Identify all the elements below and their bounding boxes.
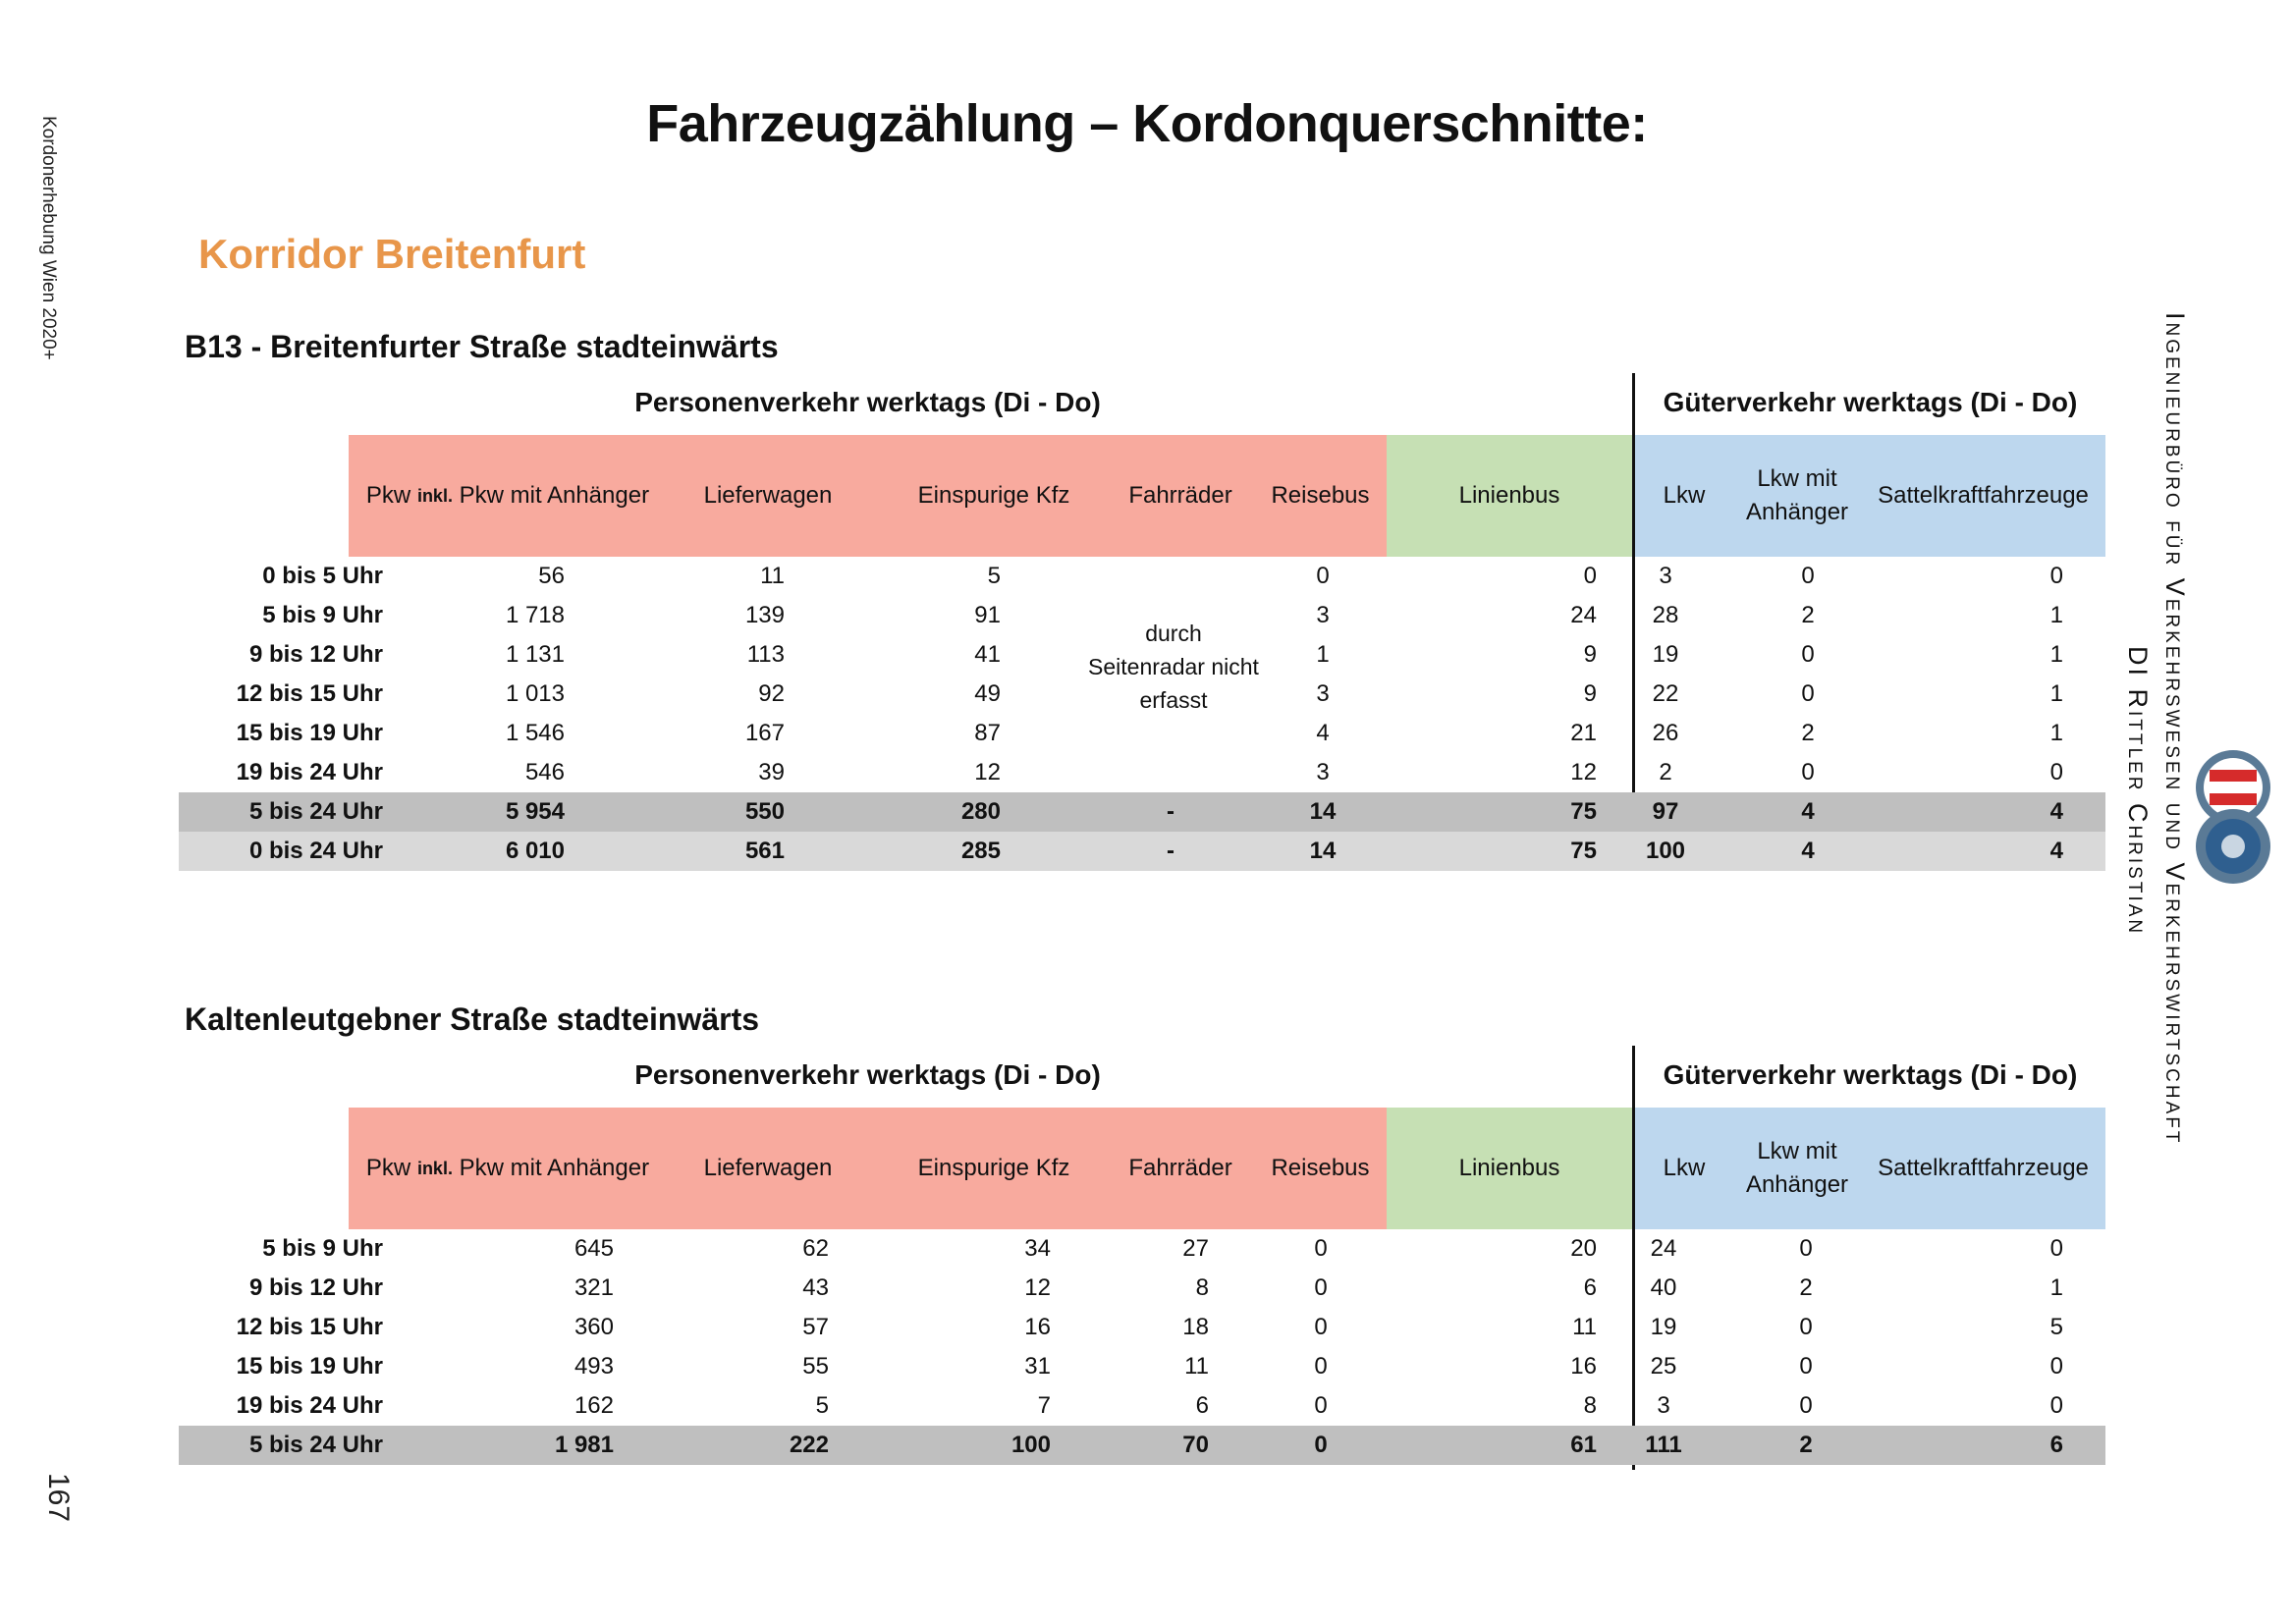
table-cell: 1 (2049, 602, 2063, 628)
header-label: Lkw (1663, 482, 1706, 509)
table-cell (1112, 557, 1229, 596)
header-label: Einspurige Kfz (917, 482, 1070, 509)
table-cell: - (1167, 798, 1174, 825)
table-cell: 2 (1801, 720, 1815, 746)
table-cell: 0 (2049, 1392, 2063, 1419)
table-cell: 6 (2049, 1432, 2063, 1458)
table-cell: 2 (1659, 759, 1672, 785)
table-cell: 31 (1024, 1353, 1051, 1380)
table-cell: 360 (574, 1314, 614, 1340)
table-cell: 34 (1024, 1235, 1051, 1262)
table-cell: 3 (1316, 680, 1330, 707)
table-cell: - (1167, 838, 1174, 864)
table-cell: 0 (1799, 1392, 1813, 1419)
table-cell: 91 (974, 602, 1001, 628)
header-label: Pkw mit Anhänger (459, 1155, 650, 1181)
table-cell: 2 (1799, 1274, 1813, 1301)
table1-header-einspurige (881, 435, 1107, 557)
table-cell: 12 (1024, 1274, 1051, 1301)
header-label: Lkw (1663, 1155, 1706, 1181)
table-cell: 0 (1799, 1353, 1813, 1380)
table2-title: Kaltenleutgebner Straße stadteinwärts (185, 1001, 760, 1037)
table1-row (179, 792, 2105, 832)
table1-header-lkw (1635, 435, 1733, 557)
header-label: Lkw mit (1757, 465, 1837, 492)
table-cell: 55 (802, 1353, 829, 1380)
table-cell: 21 (1570, 720, 1597, 746)
table-cell: 1 (2049, 1274, 2063, 1301)
table-cell: 6 (1583, 1274, 1597, 1301)
header-label: Sattelkraftfahrzeuge (1878, 1155, 2089, 1181)
table-cell: 2 (1801, 602, 1815, 628)
table-cell (1112, 714, 1229, 753)
table-cell: 5 (2049, 1314, 2063, 1340)
table-cell: 19 (1650, 1314, 1677, 1340)
header-label-small: inkl. (416, 486, 453, 506)
table-cell: 8 (1583, 1392, 1597, 1419)
table-cell: 280 (960, 798, 1001, 825)
table1-header-pkw (360, 435, 655, 557)
row-label: 5 bis 24 Uhr (248, 798, 383, 825)
table-cell: 113 (746, 641, 785, 668)
table-cell: 1 013 (505, 680, 565, 707)
table-cell: 1 718 (505, 602, 565, 628)
header-label: Pkw mit Anhänger (459, 482, 650, 509)
header-label: Pkw (365, 1155, 411, 1181)
table2-header-lkw (1635, 1108, 1733, 1229)
table-cell: 0 (1314, 1392, 1328, 1419)
table2-row (179, 1426, 2105, 1465)
table-cell: 4 (1801, 838, 1815, 864)
row-label: 12 bis 15 Uhr (236, 680, 383, 707)
company-logo-icon (2188, 746, 2278, 893)
row-label: 5 bis 24 Uhr (248, 1432, 383, 1458)
table-cell: 550 (744, 798, 785, 825)
table-cell: 100 (1010, 1432, 1051, 1458)
table1-group-gueter: Güterverkehr werktags (Di - Do) (1663, 387, 2078, 417)
header-label: Linienbus (1458, 1155, 1560, 1181)
row-label: 9 bis 12 Uhr (248, 641, 383, 668)
table-cell: 162 (574, 1392, 614, 1419)
table-cell: 0 (1799, 1314, 1813, 1340)
table2-header-linienbus (1387, 1108, 1632, 1229)
table-cell: 1 (1316, 641, 1330, 668)
table-cell: 100 (1645, 838, 1686, 864)
table1 (179, 373, 2105, 869)
table-cell: 0 (1314, 1432, 1328, 1458)
header-label: Sattelkraftfahrzeuge (1878, 482, 2089, 509)
table-cell: 4 (1316, 720, 1330, 746)
row-label: 0 bis 24 Uhr (248, 838, 383, 864)
table-cell: 9 (1583, 680, 1597, 707)
table2-header-sattel (1861, 1108, 2105, 1229)
table-cell: 97 (1652, 798, 1679, 825)
row-label: 12 bis 15 Uhr (236, 1314, 383, 1340)
table-cell: 5 (815, 1392, 829, 1419)
table-cell (1112, 753, 1229, 792)
table-cell: 1 (2049, 720, 2063, 746)
table1-header-reisebus (1254, 435, 1387, 557)
table-cell: 6 010 (505, 838, 565, 864)
table-cell: 24 (1570, 602, 1597, 628)
table-cell: 16 (1024, 1314, 1051, 1340)
header-label: Anhänger (1745, 1171, 1849, 1198)
table1-note (1070, 617, 1277, 717)
row-label: 19 bis 24 Uhr (236, 759, 383, 785)
table-cell: 3 (1659, 563, 1672, 589)
page-title: Fahrzeugzählung – Kordonquerschnitte: (646, 94, 1648, 153)
table-cell: 11 (1572, 1314, 1597, 1340)
table-cell: 27 (1182, 1235, 1209, 1262)
table-cell: 22 (1652, 680, 1679, 707)
row-label: 9 bis 12 Uhr (248, 1274, 383, 1301)
table-cell: 39 (758, 759, 785, 785)
section-title: Korridor Breitenfurt (198, 231, 586, 277)
table2-header-lkw-anh (1733, 1108, 1861, 1229)
table-cell: 1 546 (505, 720, 565, 746)
side-label-text: Kordonerhebung Wien 2020+ (38, 116, 59, 360)
table-cell: 493 (574, 1353, 614, 1380)
table2-header-einspurige (881, 1108, 1107, 1229)
table1-title: B13 - Breitenfurter Straße stadteinwärts (185, 329, 779, 364)
table-cell: 5 954 (505, 798, 565, 825)
table-cell: 1 (2049, 641, 2063, 668)
table-cell: 7 (1037, 1392, 1051, 1419)
table-cell: 92 (758, 680, 785, 707)
side-label-document (29, 116, 69, 410)
table-cell: 0 (1799, 1235, 1813, 1262)
table1-header-linienbus (1387, 435, 1632, 557)
note-line: erfasst (1139, 687, 1208, 713)
table-cell: 0 (1314, 1235, 1328, 1262)
table-cell: 0 (1801, 759, 1815, 785)
table-cell: 1 (2049, 680, 2063, 707)
header-label: Anhänger (1745, 499, 1849, 525)
table-cell: 57 (802, 1314, 829, 1340)
header-label: Fahrräder (1128, 482, 1232, 509)
table-cell: 3 (1316, 759, 1330, 785)
table1-header-fahrraeder (1107, 435, 1254, 557)
table2-group-person: Personenverkehr werktags (Di - Do) (634, 1059, 1101, 1090)
table-cell: 4 (2049, 798, 2063, 825)
table2-row (179, 1347, 2105, 1386)
page-number-text: 167 (42, 1473, 75, 1523)
table-cell: 0 (2049, 759, 2063, 785)
table-cell: 0 (1801, 641, 1815, 668)
table-cell: 222 (789, 1432, 829, 1458)
table1-row (179, 714, 2105, 753)
table-cell: 3 (1316, 602, 1330, 628)
table-cell: 0 (1583, 563, 1597, 589)
table-cell: 1 981 (554, 1432, 614, 1458)
table-cell: 40 (1650, 1274, 1677, 1301)
table-cell: 24 (1650, 1235, 1677, 1262)
table-cell: 167 (744, 720, 785, 746)
row-label: 5 bis 9 Uhr (262, 602, 383, 628)
table-cell: 0 (2049, 1235, 2063, 1262)
table1-group-person: Personenverkehr werktags (Di - Do) (634, 387, 1101, 417)
table2-header-lieferwagen (655, 1108, 881, 1229)
table-cell: 19 (1652, 641, 1679, 668)
table-cell: 43 (802, 1274, 829, 1301)
table-cell: 12 (1570, 759, 1597, 785)
table-cell: 645 (574, 1235, 614, 1262)
table-cell: 0 (1314, 1353, 1328, 1380)
table-cell: 14 (1309, 798, 1337, 825)
table1-row (179, 832, 2105, 871)
table-cell: 12 (974, 759, 1001, 785)
table-cell: 285 (960, 838, 1001, 864)
table-cell: 26 (1652, 720, 1679, 746)
table2-row (179, 1269, 2105, 1308)
table-cell: 70 (1182, 1432, 1209, 1458)
table1-row (179, 753, 2105, 792)
row-label: 5 bis 9 Uhr (262, 1235, 383, 1262)
table2 (179, 1046, 2105, 1470)
table-cell: 139 (744, 602, 785, 628)
table-cell: 16 (1570, 1353, 1597, 1380)
table1-row (179, 557, 2105, 596)
header-label: Fahrräder (1128, 1155, 1232, 1181)
note-line: durch (1145, 621, 1202, 646)
table-cell: 20 (1570, 1235, 1597, 1262)
table2-header-reisebus (1254, 1108, 1387, 1229)
table-cell: 9 (1583, 641, 1597, 668)
table-cell: 62 (802, 1235, 829, 1262)
header-label: Lkw mit (1757, 1138, 1837, 1164)
table-cell: 11 (1184, 1353, 1209, 1380)
table2-header-pkw (360, 1108, 655, 1229)
header-label: Reisebus (1271, 1155, 1370, 1181)
table-cell: 5 (987, 563, 1001, 589)
table-cell: 41 (974, 641, 1001, 668)
table-cell: 111 (1645, 1432, 1682, 1458)
table-cell: 1 131 (505, 641, 565, 668)
table-cell: 28 (1652, 602, 1679, 628)
table2-header-fahrraeder (1107, 1108, 1254, 1229)
table-cell: 3 (1657, 1392, 1670, 1419)
header-label-small: inkl. (416, 1159, 453, 1178)
row-label: 15 bis 19 Uhr (236, 720, 383, 746)
table-cell: 61 (1570, 1432, 1597, 1458)
row-label: 15 bis 19 Uhr (236, 1353, 383, 1380)
note-line: Seitenradar nicht (1088, 654, 1259, 679)
table2-row (179, 1229, 2105, 1269)
company-name-line1: Ingenieurbüro für Verkehrswesen und Verkehrswirtschaft (2160, 312, 2190, 1146)
table-cell: 0 (1801, 563, 1815, 589)
row-label: 0 bis 5 Uhr (262, 563, 383, 589)
table-cell: 0 (1314, 1314, 1328, 1340)
table-cell: 0 (2049, 1353, 2063, 1380)
header-label: Reisebus (1271, 482, 1370, 509)
table-cell: 8 (1195, 1274, 1209, 1301)
table-cell: 75 (1570, 838, 1597, 864)
table2-group-gueter: Güterverkehr werktags (Di - Do) (1663, 1059, 2078, 1090)
row-label: 19 bis 24 Uhr (236, 1392, 383, 1419)
header-label: Lieferwagen (703, 482, 833, 509)
table-cell: 4 (1801, 798, 1815, 825)
table-cell: 11 (760, 563, 785, 589)
table-cell: 546 (524, 759, 565, 785)
table-cell: 0 (1314, 1274, 1328, 1301)
header-label: Linienbus (1458, 482, 1560, 509)
table1-header-lieferwagen (655, 435, 881, 557)
table1-header-lkw-anh (1733, 435, 1861, 557)
table-cell: 14 (1309, 838, 1337, 864)
table-cell: 56 (538, 563, 565, 589)
table-cell: 2 (1799, 1432, 1813, 1458)
table-cell: 25 (1650, 1353, 1677, 1380)
header-label: Einspurige Kfz (917, 1155, 1070, 1181)
company-name-line2: DI Rittler Christian (2123, 646, 2153, 937)
header-label: Pkw (365, 482, 411, 509)
table-cell: 75 (1570, 798, 1597, 825)
table2-row (179, 1386, 2105, 1426)
table-cell: 0 (1316, 563, 1330, 589)
table-cell: 6 (1195, 1392, 1209, 1419)
header-label: Lieferwagen (703, 1155, 833, 1181)
table-cell: 0 (1801, 680, 1815, 707)
table2-row (179, 1308, 2105, 1347)
table-cell: 87 (974, 720, 1001, 746)
table-cell: 321 (574, 1274, 614, 1301)
table1-header-sattel (1861, 435, 2105, 557)
table-cell: 4 (2049, 838, 2063, 864)
table-cell: 49 (974, 680, 1001, 707)
table-cell: 18 (1182, 1314, 1209, 1340)
table-cell: 561 (744, 838, 785, 864)
table-cell: 0 (2049, 563, 2063, 589)
